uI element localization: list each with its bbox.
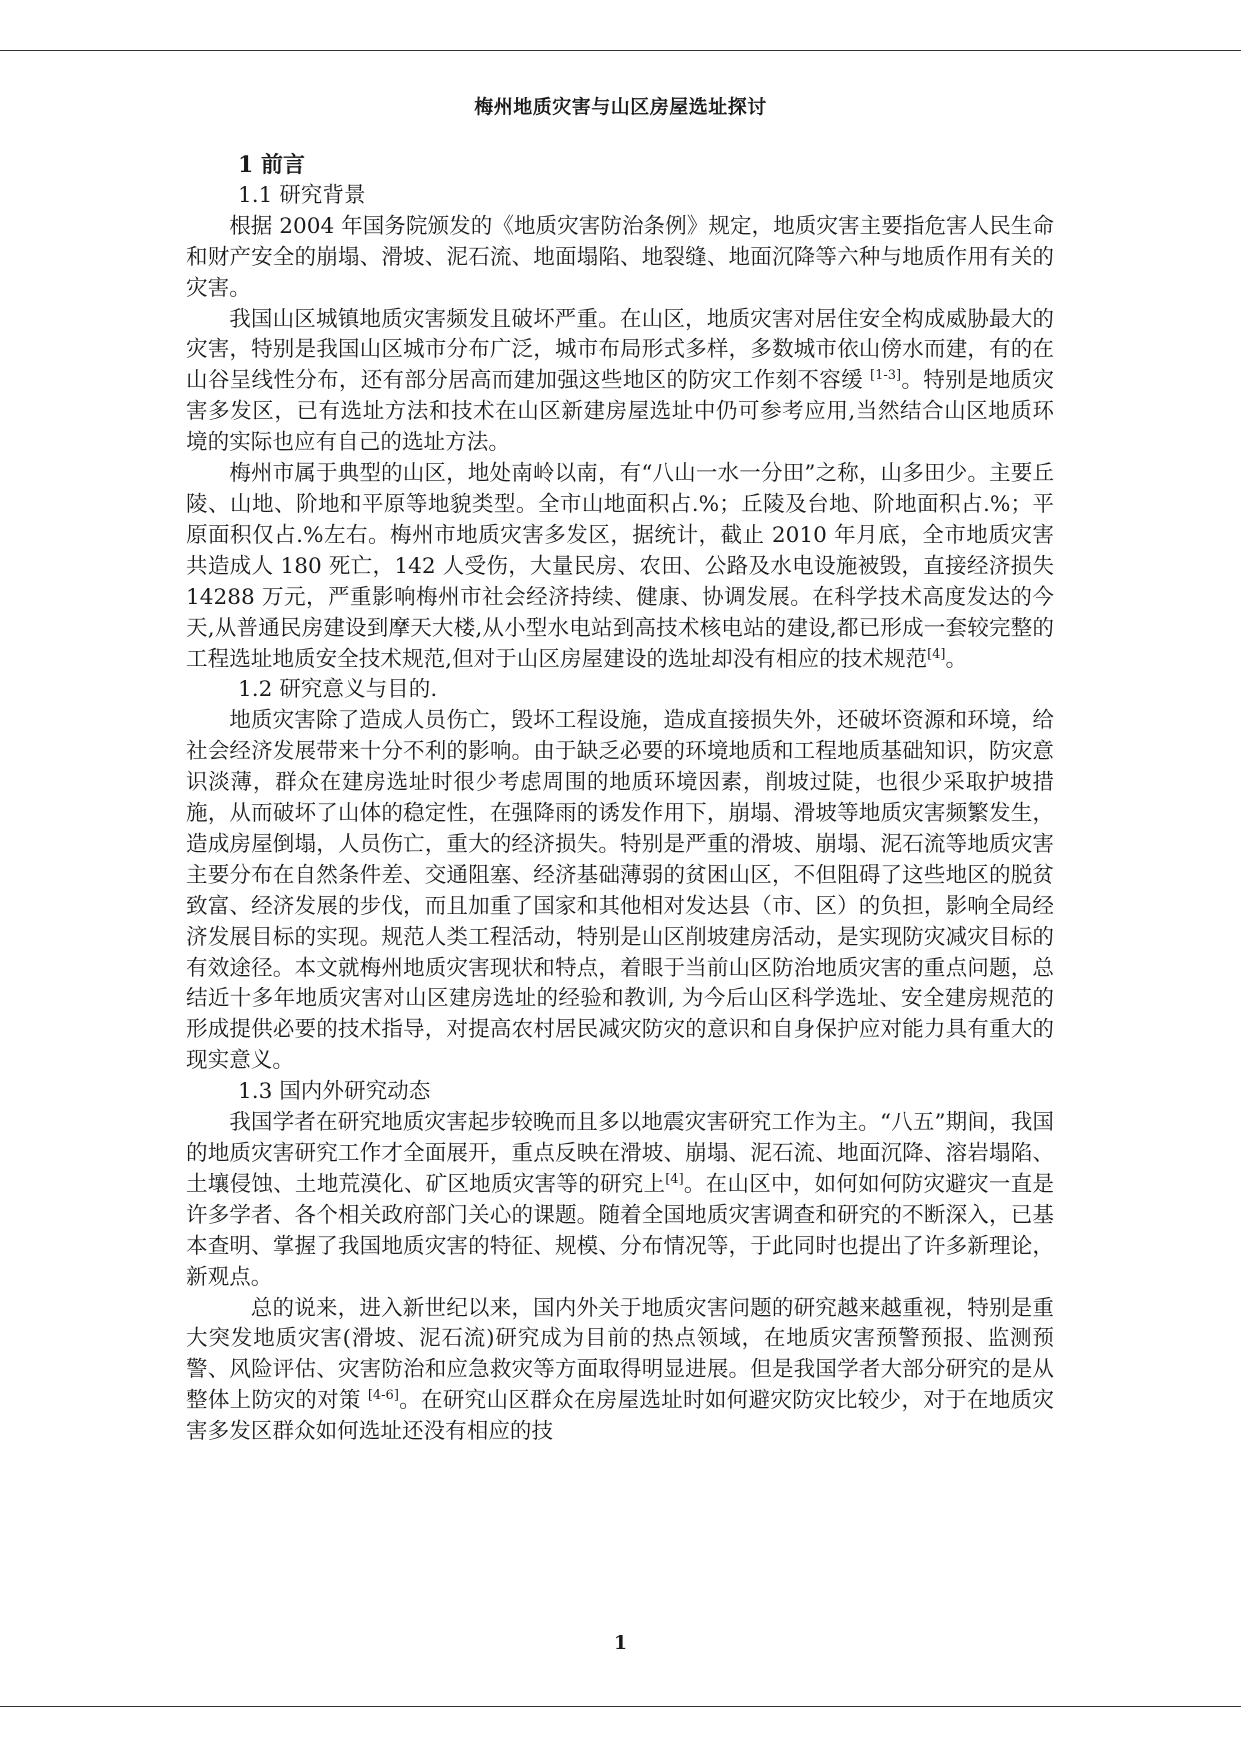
subsection-heading-1-3: 1.3 国内外研究动态 (238, 1079, 431, 1105)
footer-rule (0, 1706, 1241, 1707)
citation-ref: [4-6] (367, 1388, 399, 1404)
citation-ref: [1-3] (870, 368, 902, 384)
paragraph: 总的说来，进入新世纪以来，国内外关于地质灾害问题的研究越来越重视，特别是重大突发地质灾害(滑坡、泥石流)研究成为目前的热点领域，在地质灾害预警预报、监测预警、风险评估、灾害防治和应急救灾等方面取得明显进展。但是我国学者大部分研究的是从整体上防灾的对策 [4-6]。在研究山区群众在房屋选址时如何避灾防灾比较少，对于在地质灾害多发区群众如何选址还没有相应的技 (186, 1295, 1054, 1445)
page-number: 1 (613, 1632, 628, 1654)
paragraph: 地质灾害除了造成人员伤亡，毁坏工程设施，造成直接损失外，还破坏资源和环境，给社会经济发展带来十分不利的影响。由于缺乏必要的环境地质和工程地质基础知识，防灾意识淡薄，群众在建房选址时很少考虑周围的地质环境因素，削坡过陡，也很少采取护坡措施，从而破坏了山体的稳定性，在强降雨的诱发作用下，崩塌、滑坡等地质灾害频繁发生，造成房屋倒塌，人员伤亡，重大的经济损失。特别是严重的滑坡、崩塌、泥石流等地质灾害主要分布在自然条件差、交通阻塞、经济基础薄弱的贫困山区，不但阻碍了这些地区的脱贫致富、经济发展的步伐，而且加重了国家和其他相对发达县（市、区）的负担，影响全局经济发展目标的实现。规范人类工程活动，特别是山区削坡建房活动，是实现防灾减灾目标的有效途径。本文就梅州地质灾害现状和特点，着眼于当前山区防治地质灾害的重点问题，总结近十多年地质灾害对山区建房选址的经验和教训, 为今后山区科学选址、安全建房规范的形成提供必要的技术指导，对提高农村居民减灾防灾的意识和自身保护应对能力具有重大的现实意义。 (186, 708, 1054, 1074)
header-rule (0, 50, 1241, 51)
subsection-heading-1-2: 1.2 研究意义与目的. (238, 677, 438, 703)
citation-ref: [4] (927, 646, 946, 662)
section-heading-1: 1 前言 (238, 152, 305, 178)
document-body (186, 150, 1054, 1448)
paragraph: 根据 2004 年国务院颁发的《地质灾害防治条例》规定，地质灾害主要指危害人民生命和财产安全的崩塌、滑坡、泥石流、地面塌陷、地裂缝、地面沉降等六种与地质作用有关的灾害。 (186, 213, 1054, 301)
paragraph: 梅州市属于典型的山区，地处南岭以南，有“八山一水一分田”之称，山多田少。主要丘陵、山地、阶地和平原等地貌类型。全市山地面积占.%；丘陵及台地、阶地面积占.%；平原面积仅占.%左右。梅州市地质灾害多发区，据统计，截止 2010 年月底，全市地质灾害共造成人 180 死亡，142 人受伤，大量民房、农田、公路及水电设施被毁，直接经济损失 14288 万元，严重影响梅州市社会经济持续、健康、协调发展。在科学技术高度发达的今天,从普通民房建设到摩天大楼,从小型水电站到高技术核电站的建设,都已形成一套较完整的工程选址地质安全技术规范,但对于山区房屋建设的选址却没有相应的技术规范[4]。 (186, 461, 1054, 672)
subsection-heading-1-1: 1.1 研究背景 (238, 182, 366, 208)
citation-ref: [4] (665, 1171, 684, 1187)
document-title: 梅州地质灾害与山区房屋选址探讨 (474, 96, 767, 118)
paragraph: 我国山区城镇地质灾害频发且破坏严重。在山区，地质灾害对居住安全构成威胁最大的灾害，特别是我国山区城市分布广泛，城市布局形式多样，多数城市依山傍水而建，有的在山谷呈线性分布，还有部分居高而建加强这些地区的防灾工作刻不容缓 [1-3]。特别是地质灾害多发区，已有选址方法和技术在山区新建房屋选址中仍可参考应用,当然结合山区地质环境的实际也应有自己的选址方法。 (186, 306, 1054, 456)
paragraph: 我国学者在研究地质灾害起步较晚而且多以地震灾害研究工作为主。“八五”期间，我国的地质灾害研究工作才全面展开，重点反映在滑坡、崩塌、泥石流、地面沉降、溶岩塌陷、土壤侵蚀、土地荒漠化、矿区地质灾害等的研究上[4]。在山区中，如何如何防灾避灾一直是许多学者、各个相关政府部门关心的课题。随着全国地质灾害调查和研究的不断深入，已基本查明、掌握了我国地质灾害的特征、规模、分布情况等，于此同时也提出了许多新理论，新观点。 (186, 1110, 1054, 1290)
